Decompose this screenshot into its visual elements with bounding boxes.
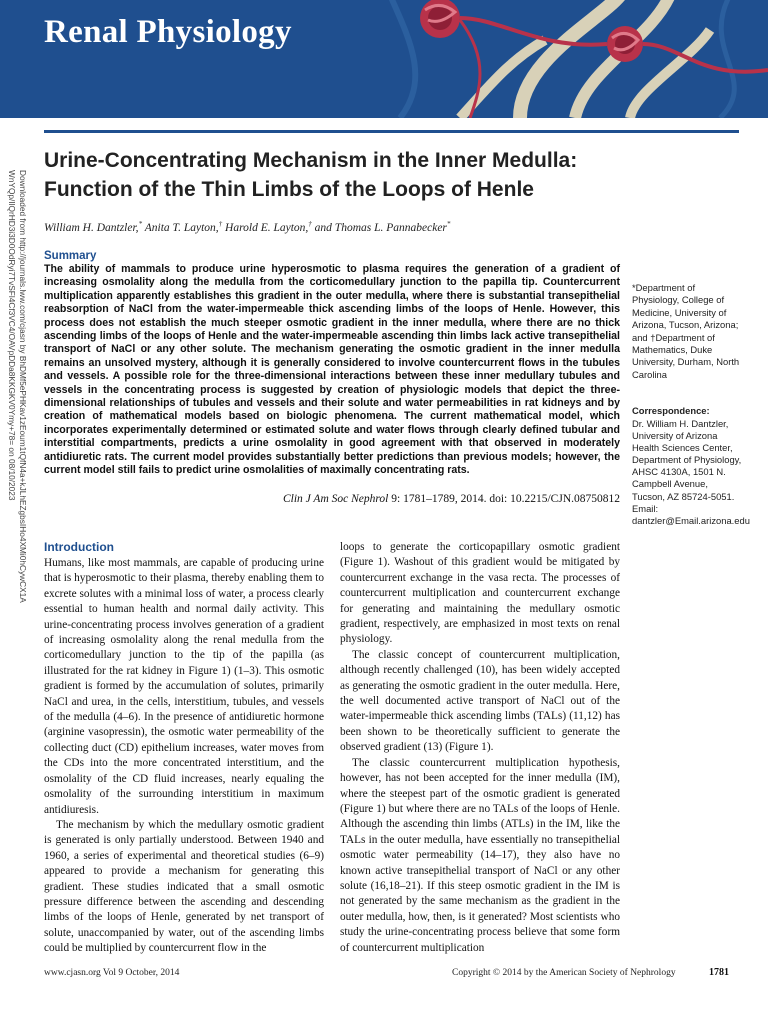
article-title: Urine-Concentrating Mechanism in the Inner Medulla: Function of the Thin Limbs of the Loops of Henle bbox=[44, 149, 578, 201]
author-name: William H. Dantzler, bbox=[44, 221, 139, 234]
download-note-line-2: WnYQp/IlQrHD3i3D0OdRyi7TvSFl4Cf3VC4/OAVpDDa8KKGKV0Ymy+78= on 08/10/2023 bbox=[7, 170, 17, 501]
correspondence-text: Dr. William H. Dantzler, University of Arizona Health Sciences Center, Department of Physiology, AHSC 4130A, 1501 N. Campbell Avenue, Tucson, AZ 85724-5051. Email: dantzler@Email.arizona.edu bbox=[632, 418, 750, 526]
header-rule bbox=[44, 130, 739, 133]
body-paragraph: loops to generate the corticopapillary osmotic gradient (Figure 1). Washout of this gradient would be mitigated by countercurrent exchange in the vasa recta. The processes of countercurrent multiplication and countercurrent exchange for generating and maintaining the medullary osmotic gradient, respectively, are emphasized in most texts on renal physiology. bbox=[340, 541, 620, 646]
citation bbox=[44, 493, 620, 505]
author-name: and Thomas L. Pannabecker bbox=[314, 221, 447, 234]
author-mark: † bbox=[218, 220, 223, 228]
author-name: Harold E. Layton, bbox=[225, 221, 309, 234]
citation-journal: Clin J Am Soc Nephrol bbox=[282, 493, 389, 505]
body-column-left bbox=[44, 556, 324, 957]
author-mark: * bbox=[446, 220, 451, 228]
body-paragraph: The mechanism by which the medullary osmotic gradient is generated is only partially understood. Between 1940 and 1960, a series of experimental and theoretical studies (6–9) appeared to provide a mechanism for generating this gradient. These studies indicated that a small osmotic pressure difference between the ascending and descending limbs of the loops of Henle, generated by net transport of solute, unaccompanied by water, out of the ascending limbs could be multiplied by countercurrent flow in the bbox=[44, 818, 324, 955]
author-list bbox=[44, 220, 624, 234]
footer-journal-info: www.cjasn.org Vol 9 October, 2014 bbox=[44, 968, 180, 978]
author-name: Anita T. Layton, bbox=[144, 221, 219, 234]
body-paragraph: Humans, like most mammals, are capable of producing urine that is hyperosmotic to their plasma, thereby enabling them to excrete solutes with a minimal loss of water, a process clearly essential to human health and normal daily activity. This urine-concentrating process involves generation of a gradient of increasing osmolality along the renal medulla from the corticomedullary junction to the tip of the papilla (as illustrated for the rat kidney in Figure 1) (1–3). This osmotic gradient is formed by the accumulation of solutes, primarily NaCl and urea, in the cells, interstitium, tubules, and vessels of the medulla (4–6). In the presence of antidiuretic hormone (arginine vasopressin), the osmotic water permeability of the collecting duct (CD) epithelium increases, water moves from the CDs into the more concentrated interstitium, and the osmolality of the CD fluid increases, nearly equaling the osmolality of the surrounding interstitium in maximum antidiuresis. bbox=[44, 557, 324, 816]
summary-text: The ability of mammals to produce urine hyperosmotic to plasma requires the generation of a gradient of increasing osmolality along the medulla from the corticomedullary junction to the papilla tip. Countercurrent multiplication apparently establishes this gradient in the outer medulla, where there is substantial transepithelial reabsorption of NaCl from the water-impermeable thick ascending limbs of the loops of Henle. However, this process does not establish the much steeper osmotic gradient in the inner medulla, where there are no thick ascending limbs of the loops of Henle and the water-impermeable ascending thin limbs lack active transepithelial transport of NaCl or any other solute. The mechanism generating the osmotic gradient in the inner medulla remains an unsolved mystery, although it is generally considered to involve countercurrent flows in the tubules and vessels. A possible role for the three-dimensional interactions between these inner medullary tubules and vessels in the concentrating process is suggested by creation of physiologic models that depict the three-dimensional relationships of tubules and vessels and their solute and water permeabilities in rat kidneys and by creation of mathematical models based on biologic phenomena. The current mathematical model, which incorporates experimentally determined or estimated solute and water flows through clearly defined tubular and interstitial compartments, predicts a urine osmolality in good agreement with that observed in moderately antidiuretic rats. The current model provides substantially better predictions than previous models; however, the current model still fails to predict urine osmolalities of maximally concentrating rats. bbox=[44, 263, 620, 477]
author-mark: * bbox=[138, 220, 143, 228]
intro-heading: Introduction bbox=[44, 540, 114, 554]
author-mark: † bbox=[308, 220, 312, 228]
affiliations: *Department of Physiology, College of Medicine, University of Arizona, Tucson, Arizona; and †Department of Mathematics, Duke University, Durham, North Carolina bbox=[632, 282, 740, 380]
journal-name: Renal Physiology bbox=[44, 14, 292, 50]
summary-heading: Summary bbox=[44, 250, 97, 262]
journal-banner bbox=[0, 0, 768, 118]
page-number: 1781 bbox=[709, 967, 729, 978]
footer-copyright: Copyright © 2014 by the American Society of Nephrology bbox=[452, 968, 676, 978]
kidney-illustration bbox=[370, 0, 768, 118]
body-column-right bbox=[340, 540, 620, 956]
body-paragraph: The classic countercurrent multiplication hypothesis, however, has not been accepted for the inner medulla (IM), where the steepest part of the osmotic gradient is generated (Figure 1) but where there are no TALs of the loops of Henle. Although the ascending thin limbs (ATLs) in the IM, like the TALs in the outer medulla, have essentially no transepithelial osmotic water permeability (14–17), they also have no known active transepithelial transport of NaCl or any other solute (16,18–21). If this steep osmotic gradient in the IM is not generated by the same mechanism as the gradient in the outer medulla, how, then, is it generated? Most scientists who study the urine-concentrating process believe that some form of countercurrent multiplication bbox=[340, 756, 620, 954]
correspondence-label: Correspondence: bbox=[632, 405, 710, 416]
download-note-line-1: Downloaded from http://journals.lww.com/cjasn by BhDMf5ePHKav1zEoum1tQfN4a+kJLhEZgbsIHo4XMi0hCywCX1A bbox=[18, 170, 28, 603]
body-paragraph: The classic concept of countercurrent multiplication, although recently challenged (10), has been widely accepted as generating the osmotic gradient in the outer medulla. Here, the well documented active transport of NaCl out of the water-impermeable thick ascending limbs (TALs) (11,12) has been shown to be theoretically sufficient to generate the observed gradient (13) (Figure 1). bbox=[340, 648, 620, 754]
download-note bbox=[4, 170, 44, 640]
citation-details: 9: 1781–1789, 2014. doi: 10.2215/CJN.08750812 bbox=[388, 493, 620, 505]
